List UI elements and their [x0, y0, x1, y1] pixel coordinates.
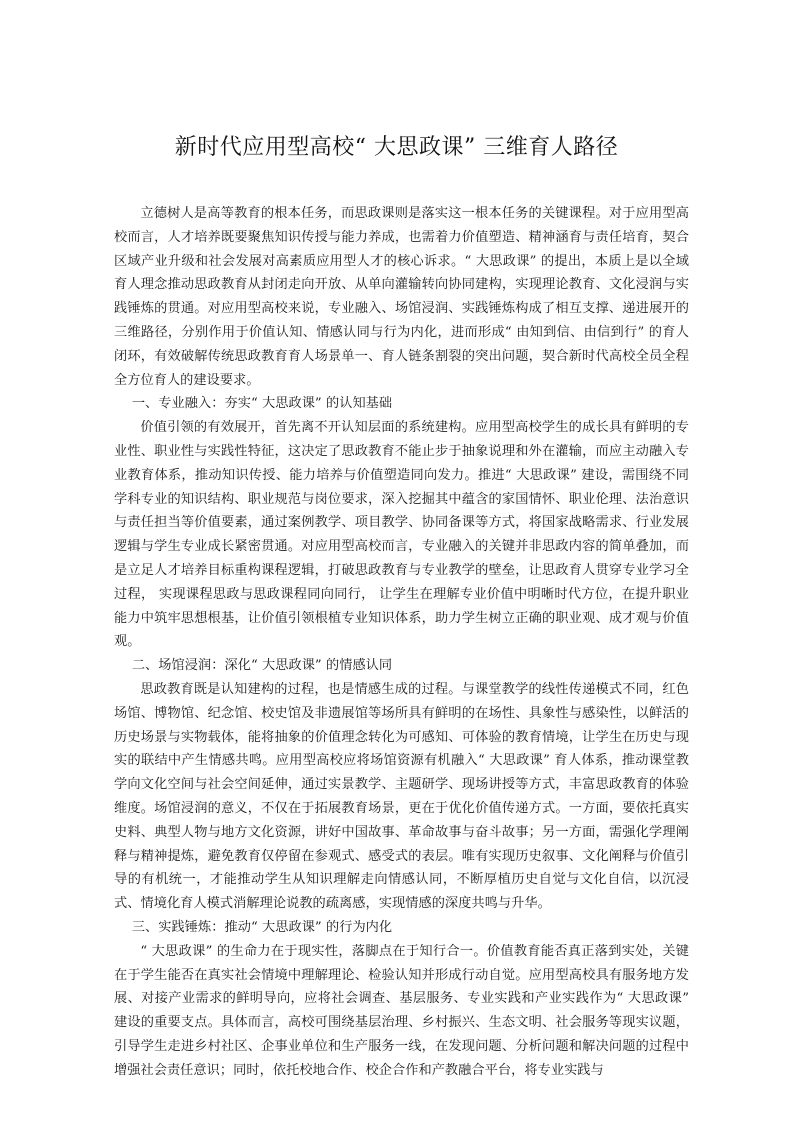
- page-title: 新时代应用型高校“ 大思政课” 三维育人路径: [174, 135, 619, 160]
- section-3-paragraph: “ 大思政课” 的生命力在于现实性，落脚点在于知行合一。价值教育能否真正落到实处，关键在于学生能否在真实社会情境中理解理论、检验认知并形成行动自觉。应用型高校具有服务地方发展、对接产业需求的鲜明导向，应将社会调查、基层服务、专业实践和产业实践作为“ 大思政课” 建设的重要支点。具体而言，高校可围绕基层治理、乡村振兴、生态文明、社会服务等现实议题，引导学生走进乡村社区、企事业单位和生产服务一线，在发现问题、分析问题和解决问题的过程中增强社会责任意识；同时，依托校地合作、校企合作和产教融合平台，将专业实践与: [114, 943, 689, 1078]
- section-2-paragraph: 思政教育既是认知建构的过程，也是情感生成的过程。与课堂教学的线性传递模式不同，红色场馆、博物馆、纪念馆、校史馆及非遗展馆等场所具有鲜明的在场性、具象性与感染性，以鲜活的历史场景与实物载体，能将抽象的价值理念转化为可感知、可体验的教育情境，让学生在历史与现实的联结中产生情感共鸣。应用型高校应将场馆资源有机融入“ 大思政课” 育人体系，推动课堂教学向文化空间与社会空间延伸，通过实景教学、主题研学、现场讲授等方式，丰富思政教育的体验维度。场馆浸润的意义，不仅在于拓展教育场景，更在于优化价值传递方式。一方面，要依托真实史料、典型人物与地方文化资源，讲好中国故事、革命故事与奋斗故事；另一方面，需强化学理阐释与精神提炼，避免教育仅停留在参观式、感受式的表层。唯有实现历史叙事、文化阐释与价值引导的有机统一，才能推动学生从知识理解走向情感认同，不断厚植历史自觉与文化自信，以沉浸式、情境化育人模式消解理论说教的疏离感，实现情感的深度共鸣与升华。: [114, 681, 689, 912]
- section-heading-3: 三、实践锤炼：推动“ 大思政课” 的行为内化: [131, 919, 393, 935]
- document-body: [114, 202, 689, 1082]
- intro-paragraph: 立德树人是高等教育的根本任务，而思政课则是落实这一根本任务的关键课程。对于应用型高校而言，人才培养既要聚焦知识传授与能力养成，也需着力价值塑造、精神涵育与责任培育，契合区域产业升级和社会发展对高素质应用型人才的核心诉求。“ 大思政课” 的提出，本质上是以全域育人理念推动思政教育从封闭走向开放、从单向灌输转向协同建构，实现理论教育、文化浸润与实践锤炼的贯通。对应用型高校来说，专业融入、场馆浸润、实践锤炼构成了相互支撑、递进展开的三维路径，分别作用于价值认知、情感认同与行为内化，进而形成“ 由知到信、由信到行” 的育人闭环，有效破解传统思政教育育人场景单一、育人链条割裂的突出问题，契合新时代高校全员全程全方位育人的建设要求。: [114, 206, 689, 388]
- section-1-paragraph: 价值引领的有效展开，首先离不开认知层面的系统建构。应用型高校学生的成长具有鲜明的专业性、职业性与实践性特征，这决定了思政教育不能止步于抽象说理和外在灌输，而应主动融入专业教育体系，推动知识传授、能力培养与价值塑造同向发力。推进“ 大思政课” 建设，需围绕不同学科专业的知识结构、职业规范与岗位要求，深入挖掘其中蕴含的家国情怀、职业伦理、法治意识与责任担当等价值要素，通过案例教学、项目教学、协同备课等方式，将国家战略需求、行业发展逻辑与学生专业成长紧密贯通。对应用型高校而言，专业融入的关键并非思政内容的简单叠加，而是立足人才培养目标重构课程逻辑，打破思政教育与专业教学的壁垒，让思政育人贯穿专业学习全过程， 实现课程思政与思政课程同向同行， 让学生在理解专业价值中明晰时代方位，在提升职业能力中筑牢思想根基，让价值引领根植专业知识体系，助力学生树立正确的职业观、成才观与价值观。: [114, 420, 689, 650]
- section-heading-1: 一、专业融入：夯实“ 大思政课” 的认知基础: [131, 396, 393, 412]
- section-heading-2: 二、场馆浸润：深化“ 大思政课” 的情感认同: [131, 658, 393, 674]
